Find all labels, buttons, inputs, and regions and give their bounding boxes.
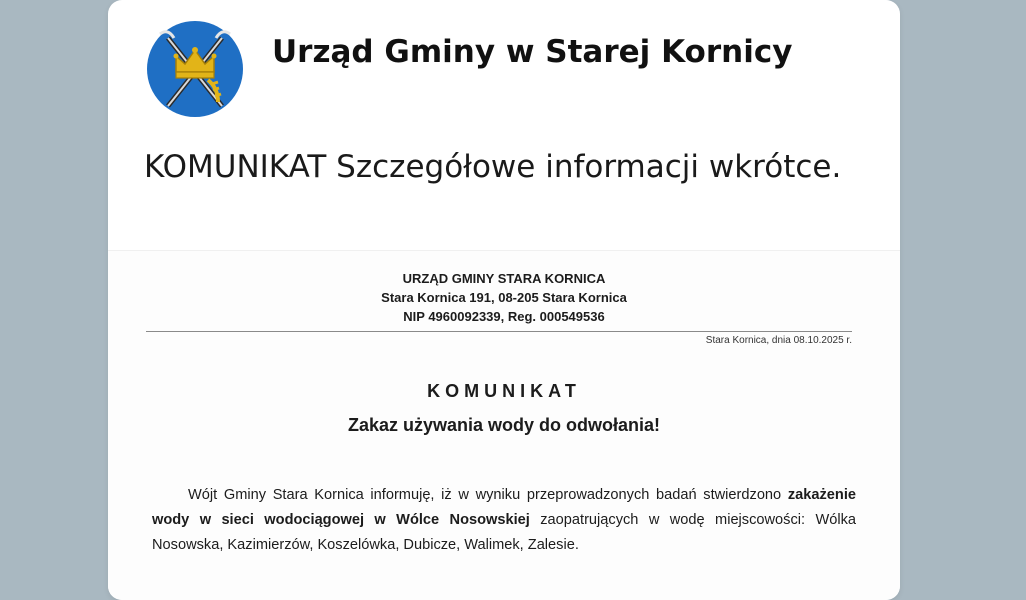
post-author-name[interactable]: Urząd Gminy w Starej Kornicy [272,34,793,70]
letterhead-line-2: Stara Kornica 191, 08-205 Stara Kornica [381,290,627,305]
body-text-1: Wójt Gminy Stara Kornica informuję, iż w wyniku przeprowadzonych badań stwierdzono [188,487,788,503]
document-date: Stara Kornica, dnia 08.10.2025 r. [705,335,852,346]
post-card [108,0,900,600]
document-body [152,483,856,558]
document-letterhead [108,269,900,326]
post-header [146,20,866,120]
attached-document-image[interactable] [108,250,900,600]
document-subtitle: Zakaz używania wody do odwołania! [347,415,661,435]
letterhead-line-3: NIP 4960092339, Reg. 000549536 [403,309,605,324]
body-text-bold: zakażenie wody w sieci wodociągowej w Wólce Nosowskiej [152,487,856,528]
document-title: KOMUNIKAT [427,381,581,401]
post-text: KOMUNIKAT Szczegółowe informacji wkrótce. [144,149,842,185]
body-text-2: zaopatrujących w wodę miejscowości: Wólka Nosowska, Kazimierzów, Koszelówka, Dubicze, Walimek, Zalesie. [152,512,856,553]
letterhead-divider [146,331,852,332]
letterhead-line-1: URZĄD GMINY STARA KORNICA [402,271,606,286]
coat-of-arms-crown-icon[interactable] [146,20,244,118]
